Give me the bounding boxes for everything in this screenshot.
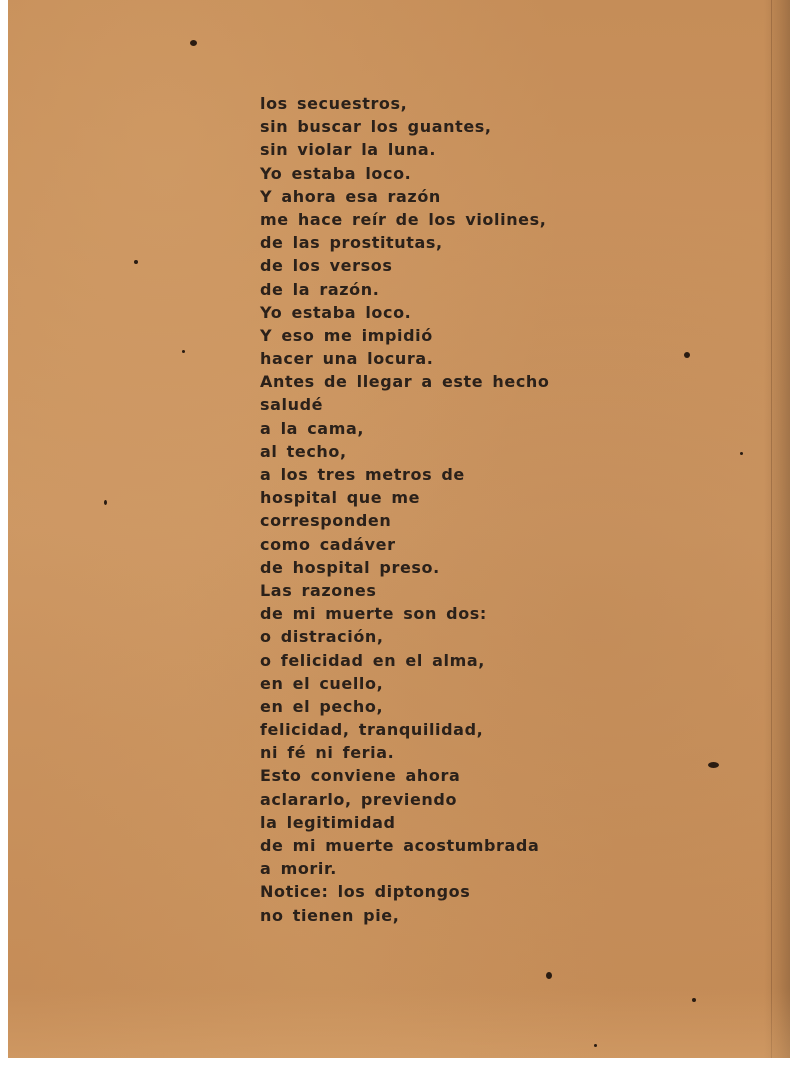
poem-line: Yo estaba loco. [260, 163, 412, 183]
page-edge-line [771, 0, 772, 1058]
poem-line: no tienen pie, [260, 905, 400, 925]
poem-line: los secuestros, [260, 94, 408, 113]
poem-line: hospital que me [260, 488, 421, 508]
ink-speck [684, 352, 690, 358]
poem-line: Notice: los diptongos [260, 882, 471, 902]
ink-speck [692, 998, 696, 1002]
poem-line: sin buscar los guantes, [260, 117, 492, 137]
poem-line: hacer una locura. [260, 349, 434, 369]
poem-line: de los versos [260, 256, 393, 276]
ink-speck [740, 452, 743, 455]
ink-speck [708, 762, 719, 768]
poem-line: Y eso me impidió [260, 325, 433, 345]
poem-line: Yo estaba loco. [260, 302, 412, 322]
poem-line: a los tres metros de [260, 465, 465, 484]
ink-speck [182, 350, 185, 353]
poem-line: a la cama, [260, 418, 365, 438]
page-bottom-band [8, 988, 790, 1058]
poem-line: saludé [260, 395, 324, 415]
ink-speck [134, 260, 138, 264]
poem-line: aclararlo, previendo [260, 789, 458, 809]
poem-line: de mi muerte son dos: [260, 604, 487, 624]
poem-text [260, 92, 550, 927]
poem-line: o felicidad en el alma, [260, 650, 485, 670]
poem-line: Antes de llegar a este hecho [260, 372, 550, 392]
poem-line: ni fé ni feria. [260, 743, 395, 763]
poem-line: sin violar la luna. [260, 140, 437, 160]
poem-line: de las prostitutas, [260, 233, 443, 253]
poem-line: Esto conviene ahora [260, 766, 461, 786]
ink-speck [546, 972, 552, 979]
page-edge-shadow [764, 0, 790, 1058]
poem-line: de hospital preso. [260, 557, 440, 577]
poem-line: corresponden [260, 511, 392, 531]
poem-line: como cadáver [260, 534, 396, 554]
poem-line: la legitimidad [260, 812, 396, 832]
poem-line: me hace reír de los violines, [260, 209, 547, 229]
ink-speck [594, 1044, 597, 1047]
poem-line: en el pecho, [260, 696, 384, 716]
poem-line: o distración, [260, 627, 384, 647]
poem-line: de mi muerte acostumbrada [260, 836, 540, 855]
paper-page [8, 0, 790, 1058]
poem-line: de la razón. [260, 279, 380, 299]
poem-line: al techo, [260, 441, 347, 461]
poem-line: a morir. [260, 859, 337, 879]
poem-line: Y ahora esa razón [260, 186, 441, 206]
poem-line: Las razones [260, 580, 377, 600]
poem-line: felicidad, tranquilidad, [260, 720, 484, 740]
ink-speck [190, 40, 197, 46]
poem-line: en el cuello, [260, 673, 384, 693]
ink-speck [104, 500, 107, 505]
